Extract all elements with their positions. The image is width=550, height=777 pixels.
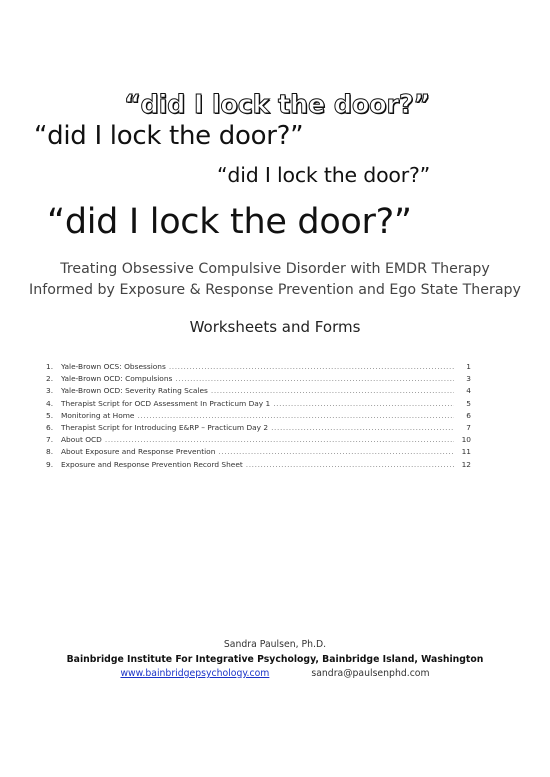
toc-item[interactable]	[46, 459, 471, 471]
email-address[interactable]: sandra@paulsenphd.com	[311, 668, 430, 679]
author-name: Sandra Paulsen, Ph.D.	[223, 639, 327, 650]
toc-leader-dots	[169, 361, 454, 373]
toc-heading: Worksheets and Forms	[189, 318, 361, 336]
toc-item-number: 7.	[46, 435, 54, 445]
title-medium: “did I lock the door?”	[217, 163, 431, 187]
toc-item-label: Therapist Script for OCD Assessment In Practicum Day 1	[61, 398, 271, 408]
toc-item[interactable]	[46, 422, 471, 434]
toc-item-label: About Exposure and Response Prevention	[61, 447, 216, 457]
toc-item-page: 1	[466, 362, 471, 371]
toc-leader-dots	[218, 446, 454, 458]
toc-item-number: 1.	[46, 362, 54, 371]
toc-leader-dots	[211, 385, 454, 397]
subtitle-line-1: Treating Obsessive Compulsive Disorder with EMDR Therapy	[60, 261, 490, 277]
toc-item-number: 8.	[46, 447, 54, 457]
toc-item-number: 4.	[46, 398, 54, 408]
contact-line	[0, 669, 550, 678]
toc-item-page: 4	[466, 386, 471, 396]
title-main: “did I lock the door?”	[47, 202, 412, 242]
toc-item-number: 6.	[46, 422, 54, 432]
toc-leader-dots	[105, 434, 454, 446]
title-outlined: “did I lock the door?”	[124, 90, 430, 120]
toc-leader-dots	[137, 410, 454, 422]
toc-item-number: 3.	[46, 386, 54, 396]
toc-item-label: Yale-Brown OCS: Obsessions	[61, 362, 166, 371]
toc-item-number: 5.	[46, 410, 54, 420]
website-link[interactable]: www.bainbridgepsychology.com	[120, 668, 270, 679]
toc-item-page: 5	[466, 398, 471, 408]
toc-item-number: 9.	[46, 459, 54, 469]
toc-item[interactable]	[46, 434, 471, 446]
toc-item[interactable]	[46, 398, 471, 410]
toc-item-page: 11	[461, 447, 471, 457]
toc-item-page: 10	[461, 435, 471, 445]
toc-item[interactable]	[46, 446, 471, 458]
toc-item-label: Therapist Script for Introducing E&RP – Practicum Day 2	[61, 422, 269, 432]
subtitle-line-2: Informed by Exposure & Response Prevention and Ego State Therapy	[29, 282, 521, 298]
toc-leader-dots	[246, 459, 454, 471]
toc-item-page: 12	[461, 459, 471, 469]
toc-item[interactable]	[46, 410, 471, 422]
toc-item-page: 3	[466, 374, 471, 384]
toc-item-number: 2.	[46, 374, 54, 384]
toc-item-label: Monitoring at Home	[61, 410, 135, 420]
toc-item-label: Yale-Brown OCD: Severity Rating Scales	[61, 386, 208, 396]
institute-name: Bainbridge Institute For Integrative Psychology, Bainbridge Island, Washington	[66, 654, 484, 665]
toc-item[interactable]	[46, 385, 471, 397]
toc-leader-dots	[175, 373, 454, 385]
title-large: “did I lock the door?”	[34, 121, 304, 151]
toc-item[interactable]	[46, 373, 471, 385]
toc-item-label: Exposure and Response Prevention Record Sheet	[61, 459, 243, 469]
toc-item[interactable]	[46, 361, 471, 373]
toc-item-page: 7	[466, 422, 471, 432]
toc-item-label: Yale-Brown OCD: Compulsions	[61, 374, 173, 384]
table-of-contents	[46, 361, 471, 471]
toc-leader-dots	[271, 422, 454, 434]
toc-item-page: 6	[466, 410, 471, 420]
toc-leader-dots	[273, 398, 454, 410]
toc-item-label: About OCD	[61, 435, 102, 445]
